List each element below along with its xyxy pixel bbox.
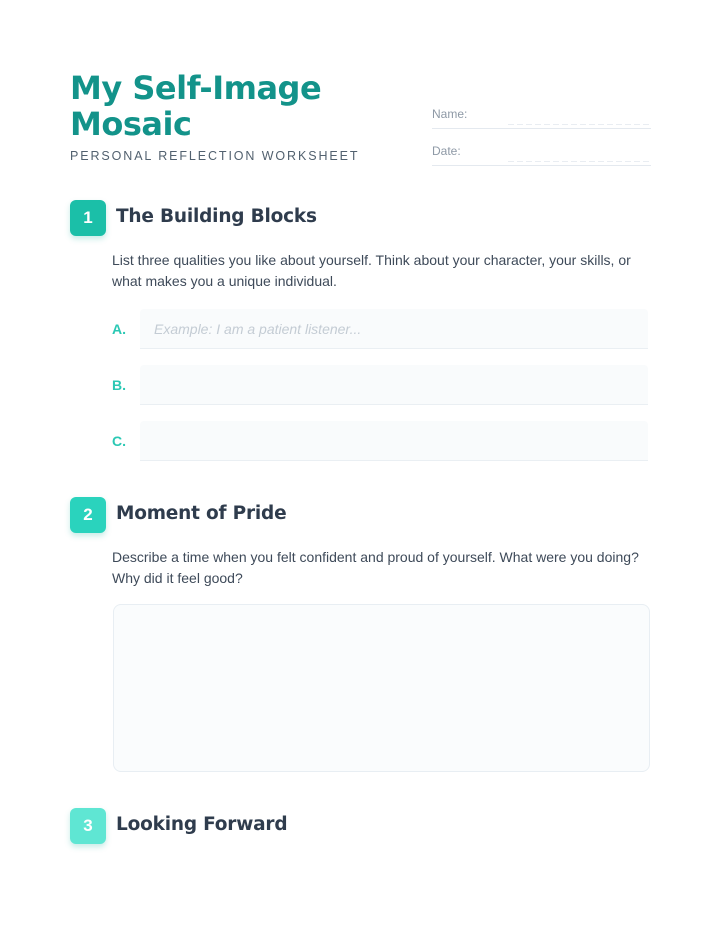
name-write-line[interactable] xyxy=(508,124,651,125)
answer-letter-b: B. xyxy=(112,377,126,393)
section-1-badge: 1 xyxy=(70,200,106,236)
section-1-title: The Building Blocks xyxy=(116,206,317,227)
answer-row-b xyxy=(112,365,650,407)
section-2-description: Describe a time when you felt confident and proud of yourself. What were you doing? Why did it feel good? xyxy=(112,549,639,586)
page-title-line-2: Mosaic xyxy=(70,105,192,143)
answer-input-c[interactable] xyxy=(140,421,648,461)
section-3-badge: 3 xyxy=(70,808,106,844)
answer-letter-a: A. xyxy=(112,321,126,337)
pride-story-textarea[interactable] xyxy=(113,604,650,772)
name-label: Name: xyxy=(432,107,468,121)
answer-row-c xyxy=(112,421,650,463)
page-title xyxy=(70,70,321,142)
answer-input-a[interactable] xyxy=(140,309,648,349)
date-write-line[interactable] xyxy=(508,161,651,162)
answer-row-a xyxy=(112,309,650,351)
section-1-description: List three qualities you like about yourself. Think about your character, your skills, or what makes you a unique individual. xyxy=(112,252,631,289)
date-label: Date: xyxy=(432,144,461,158)
page-title-line-1: My Self-Image xyxy=(70,69,322,107)
answer-input-b[interactable] xyxy=(140,365,648,405)
section-2-badge: 2 xyxy=(70,497,106,533)
date-field[interactable] xyxy=(432,143,651,166)
page-subtitle: PERSONAL REFLECTION WORKSHEET xyxy=(70,149,360,163)
name-field[interactable] xyxy=(432,106,651,129)
answer-letter-c: C. xyxy=(112,433,126,449)
section-3-title: Looking Forward xyxy=(116,814,288,835)
section-2-title: Moment of Pride xyxy=(116,503,287,524)
